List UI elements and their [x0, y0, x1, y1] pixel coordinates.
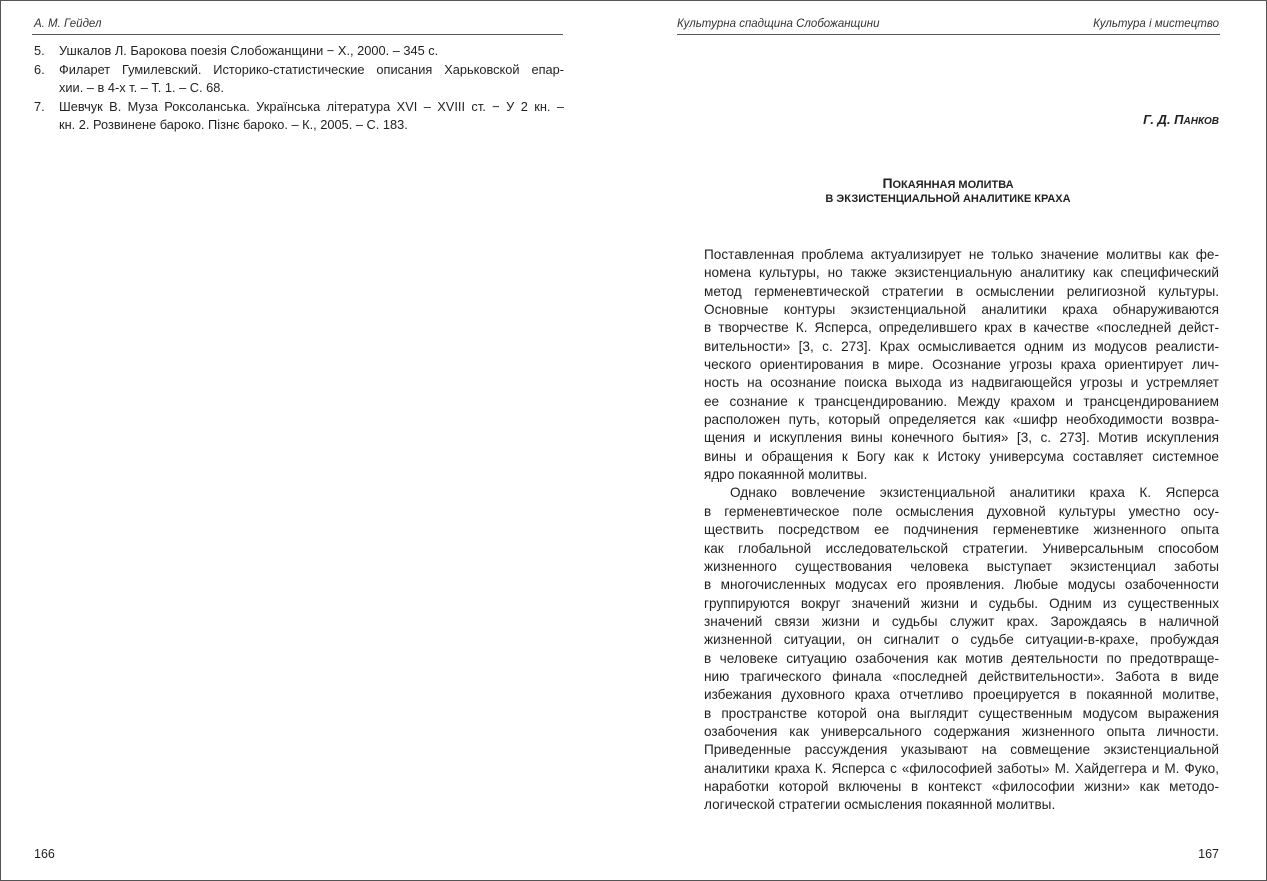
header-rule-right [677, 34, 1220, 35]
text-line: озабочения как универсального содержания жизненного опыта личности. [704, 723, 1219, 739]
reference-number: 7. [34, 98, 45, 114]
article-body [704, 246, 1219, 815]
text-line: ческого ориентирования в мире. Осознание угрозы краха ориентирует лич- [704, 357, 1219, 373]
text-line: метод герменевтической стратегии в осмыслении религиозной культуры. [704, 283, 1219, 299]
text-line: в творчестве К. Ясперса, определившего крах в качестве «последней дейст- [704, 320, 1219, 336]
text-line: ее сознание к трансцендированию. Между крахом и трансцендированием [704, 393, 1219, 409]
text-line: в герменевтическое поле осмысления духовной культуры уместно осу- [704, 503, 1219, 519]
reference-line: Филарет Гумилевский. Историко-статистические описания Харьковской епар- [59, 61, 564, 77]
text-line: номена культуры, но также экзистенциальную аналитику как специфический [704, 265, 1219, 281]
text-line: аналитики краха К. Ясперса с «философией заботы» М. Хайдеггера и М. Фуко, [704, 760, 1219, 776]
text-line: жизненной ситуации, он сигналит о судьбе ситуации-в-крахе, пробуждая [704, 632, 1219, 648]
text-line: Поставленная проблема актуализирует не только значение молитвы как фе- [704, 247, 1219, 262]
running-head-journal: Культурна спадщина Слобожанщини [677, 18, 880, 30]
reference-number: 6. [34, 61, 45, 77]
reference-line: Шевчук В. Муза Роксоланська. Українська література XVI – XVIII ст. − У 2 кн. – [59, 98, 564, 114]
text-line: Приведенные рассуждения указывают на совмещение экзистенциальной [704, 742, 1219, 758]
paragraph [704, 246, 1219, 484]
running-head-left-page: А. М. Гейдел [34, 18, 102, 30]
reference-item [34, 61, 564, 98]
text-line: наработки которой включены в контекст «философии жизни» как методо- [704, 778, 1219, 794]
article-author [1143, 112, 1219, 127]
reference-list [34, 42, 564, 135]
text-line: группируются вокруг значений жизни и судьбы. Одним из существенных [704, 595, 1219, 611]
reference-item [34, 42, 564, 61]
title-first-letter: П [882, 175, 893, 191]
text-line: в человеке ситуацию озабочения как мотив деятельности по предотвраще- [704, 650, 1219, 666]
reference-number: 5. [34, 43, 45, 58]
text-line: Однако вовлечение экзистенциальной аналитики краха К. Ясперса [730, 485, 1219, 501]
text-line: как глобальной исследовательской стратегии. Универсальным способом [704, 540, 1219, 556]
text-line: избежания духовного краха отчетливо проецируется в покаянной молитве, [704, 687, 1219, 703]
running-head-section: Культура і мистецтво [1093, 18, 1219, 30]
text-line: логической стратегии осмысления покаянной молитвы. [704, 797, 1056, 813]
text-line: жизненного существования человека выступает экзистенциал заботы [704, 558, 1219, 574]
text-line: расположен путь, который определяется как «шифр необходимости возвра- [704, 412, 1219, 428]
reference-line: хии. – в 4-х т. – Т. 1. – С. 68. [59, 80, 224, 95]
text-line: значений связи жизни и судьбы служит крах. Зарождаясь в наличной [704, 613, 1219, 629]
author-surname-rest: АНКОВ [1183, 116, 1219, 127]
text-line: вительности» [3, с. 273]. Крах осмысливается одним из модусов реалисти- [704, 338, 1219, 354]
page-number-left: 166 [34, 847, 55, 861]
text-line: ядро покаянной молитвы. [704, 467, 868, 483]
text-line: вины и обращения к Богу как к Истоку универсума составляет системное [704, 448, 1219, 464]
author-initials: Г. Д. П [1143, 112, 1184, 127]
text-line: нию трагического финала «последней действительности». Забота в виде [704, 668, 1219, 684]
reference-line: Ушкалов Л. Барокова поезія Слобожанщини − Х., 2000. – 345 с. [59, 43, 439, 58]
text-line: ность на осознание поиска выхода из надвигающейся угрозы и устремляет [704, 375, 1219, 391]
title-line1: ОКАЯННАЯ МОЛИТВА [892, 179, 1014, 191]
header-rule-left [32, 34, 563, 35]
title-line2: В ЭКЗИСТЕНЦИАЛЬНОЙ АНАЛИТИКЕ КРАХА [825, 193, 1071, 205]
text-line: Основные контуры экзистенциальной аналитики краха обнаруживаются [704, 302, 1219, 318]
text-line: в пространстве которой она выглядит существенным модусом выражения [704, 705, 1219, 721]
reference-line: кн. 2. Розвинене бароко. Пізнє бароко. – К., 2005. – С. 183. [59, 117, 408, 132]
text-line: ществить посредством ее подчинения герменевтике жизненного опыта [704, 522, 1219, 538]
paragraph [704, 484, 1219, 814]
text-line: в многочисленных модусах его проявления. Любые модусы озабоченности [704, 577, 1219, 593]
page-number-right: 167 [1198, 847, 1219, 861]
text-line: щения и искупления вины конечного бытия» [3, с. 273]. Мотив искупления [704, 430, 1219, 446]
reference-item [34, 98, 564, 135]
article-title [677, 175, 1219, 205]
